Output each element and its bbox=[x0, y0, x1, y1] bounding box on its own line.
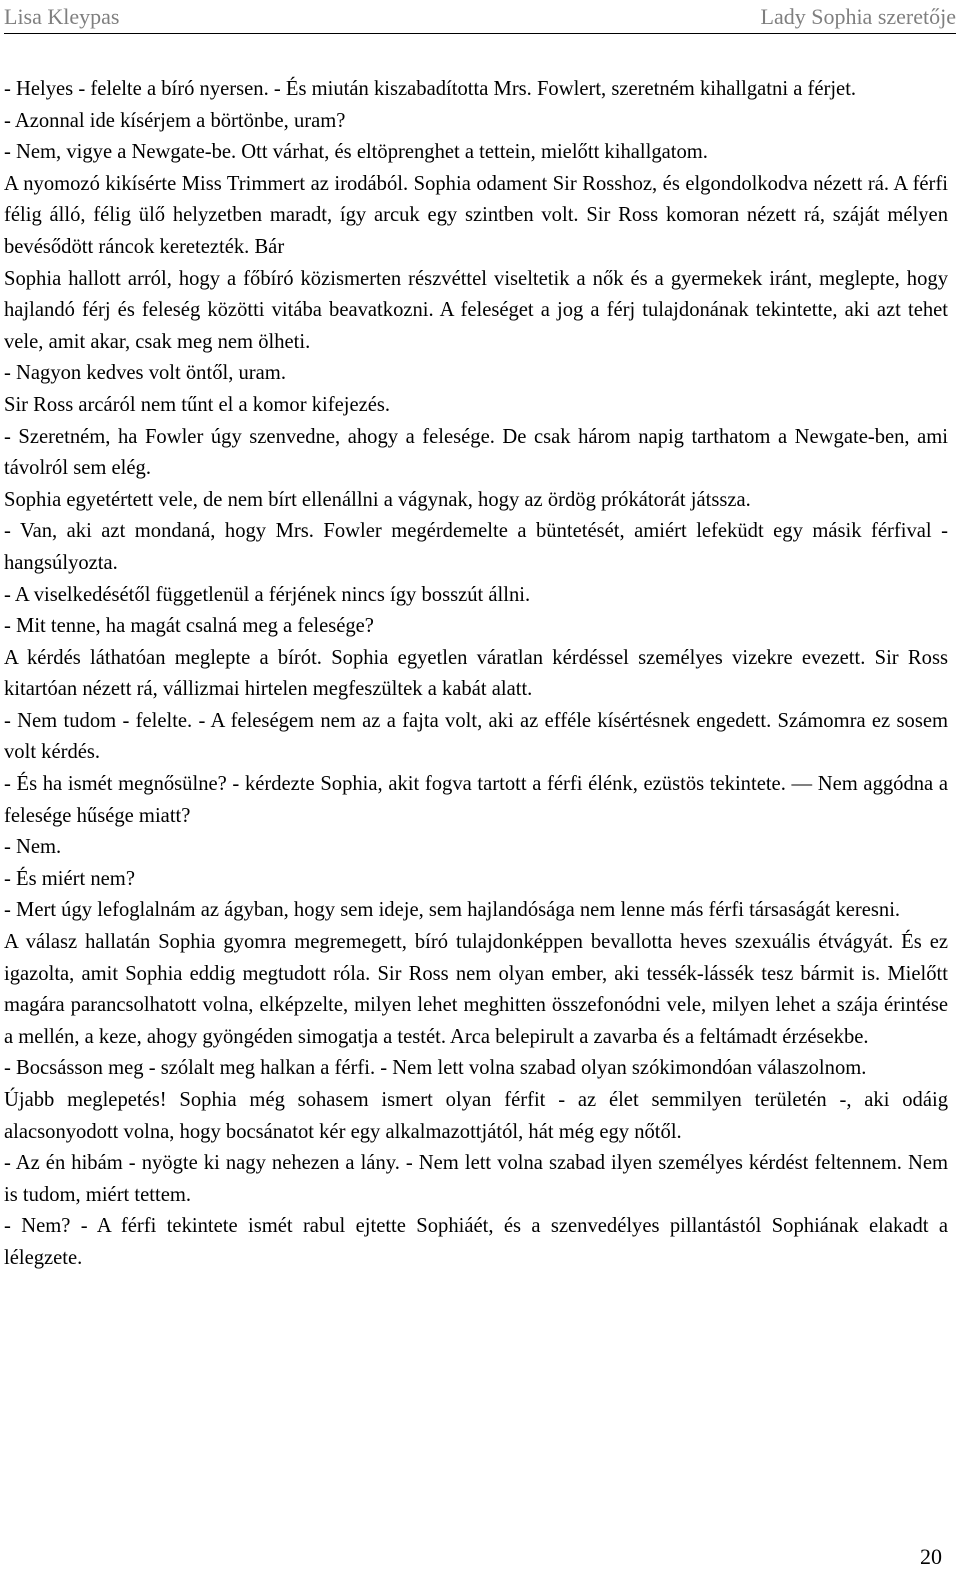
paragraph: - A viselkedésétől függetlenül a férjének nincs így bosszút állni. bbox=[4, 583, 531, 606]
paragraph: Sophia egyetértett vele, de nem bírt ellenállni a vágynak, hogy az ördög prókátorát játssza. bbox=[4, 488, 751, 511]
paragraph: - Szeretném, ha Fowler úgy szenvedne, ahogy a felesége. De csak három napig tarthatom a Newgate-ben, ami távolról sem elég. bbox=[4, 425, 948, 480]
paragraph: - Nem, vigye a Newgate-be. Ott várhat, és eltöprenghet a tettein, mielőtt kihallgatom. bbox=[4, 141, 708, 164]
paragraph: - Helyes - felelte a bíró nyersen. - És miután kiszabadította Mrs. Fowlert, szeretném kihallgatni a férjet. bbox=[4, 78, 857, 100]
paragraph: - És miért nem? bbox=[4, 867, 135, 890]
paragraph: - Nem tudom - felelte. - A feleségem nem az a fajta volt, aki az efféle kísértésnek engedett. Számomra ez sosem volt kérdés. bbox=[4, 709, 948, 764]
paragraph: A válasz hallatán Sophia gyomra megremegett, bíró tulajdonképpen bevallotta heves szexuális étvágyát. És ez igazolta, amit Sophia eddig megtudott róla. Sir Ross nem olyan ember, aki tessék-lássék tesz bármit is. Mielőtt magára parancsolhatott volna, elképzelte, milyen lehet meghitten összefonódni vele, milyen lehet a szája érintése a mellén, a keze, ahogy gyöngéden simogatja a testét. Arca belepirult a zavarba és a feltámadt érzésekbe. bbox=[4, 931, 948, 1048]
paragraph: A nyomozó kikísérte Miss Trimmert az irodából. Sophia odament Sir Rosshoz, és elgondolkodva nézett rá. A férfi félig álló, félig ülő helyzetben maradt, így arcuk egy szintben volt. Sir Ross komoran nézett rá, száját mélyen bevésődött ráncok keretezték. Bár bbox=[4, 172, 948, 258]
paragraph: A kérdés láthatóan meglepte a bírót. Sophia egyetlen váratlan kérdéssel személyes vizekre evezett. Sir Ross kitartóan nézett rá, vállizmai hirtelen megfeszültek a kabát alatt. bbox=[4, 646, 948, 701]
paragraph: - Van, aki azt mondaná, hogy Mrs. Fowler megérdemelte a büntetését, amiért lefeküdt egy másik férfival - hangsúlyozta. bbox=[4, 520, 948, 574]
paragraph: Sophia hallott arról, hogy a főbíró közismerten részvéttel viseltetik a nők és a gyermekek iránt, meglepte, hogy hajlandó férj és feleség közötti vitába beavatkozni. A feleséget a jog a férj tulajdonának tekintette, aki azt tehet vele, amit akar, csak meg nem ölheti. bbox=[4, 267, 948, 353]
paragraph: - Nagyon kedves volt öntől, uram. bbox=[4, 362, 286, 385]
header-title: Lady Sophia szeretője bbox=[760, 4, 956, 29]
body-text bbox=[4, 74, 948, 1275]
paragraph: - Mert úgy lefoglalnám az ágyban, hogy sem ideje, sem hajlandósága nem lenne más férfi társaságát keresni. bbox=[4, 899, 901, 922]
paragraph: - Nem? - A férfi tekintete ismét rabul ejtette Sophiáét, és a szenvedélyes pillantástól Sophiának elakadt a lélegzete. bbox=[4, 1215, 948, 1269]
paragraph: - És ha ismét megnősülne? - kérdezte Sophia, akit fogva tartott a férfi élénk, ezüstös tekintete. — Nem aggódna a felesége hűsége miatt? bbox=[4, 773, 948, 827]
page-number: 20 bbox=[920, 1544, 942, 1569]
paragraph: - Azonnal ide kísérjem a börtönbe, uram? bbox=[4, 109, 346, 132]
paragraph: - Az én hibám - nyögte ki nagy nehezen a lány. - Nem lett volna szabad ilyen személyes kérdést feltennem. Nem is tudom, miért tettem. bbox=[4, 1152, 948, 1206]
header-author: Lisa Kleypas bbox=[4, 4, 120, 29]
paragraph: - Mit tenne, ha magát csalná meg a felesége? bbox=[4, 615, 374, 638]
paragraph: Sir Ross arcáról nem tűnt el a komor kifejezés. bbox=[4, 393, 391, 416]
paragraph: - Bocsásson meg - szólalt meg halkan a férfi. - Nem lett volna szabad olyan szókimondóan válaszolnom. bbox=[4, 1057, 867, 1080]
paragraph: Újabb meglepetés! Sophia még sohasem ismert olyan férfit - az élet semmilyen területén -, aki odáig alacsonyodott volna, hogy bocsánatot kér egy alkalmazottjától, hát még egy nőtől. bbox=[4, 1089, 948, 1143]
paragraph: - Nem. bbox=[4, 836, 62, 859]
running-header bbox=[4, 0, 956, 34]
